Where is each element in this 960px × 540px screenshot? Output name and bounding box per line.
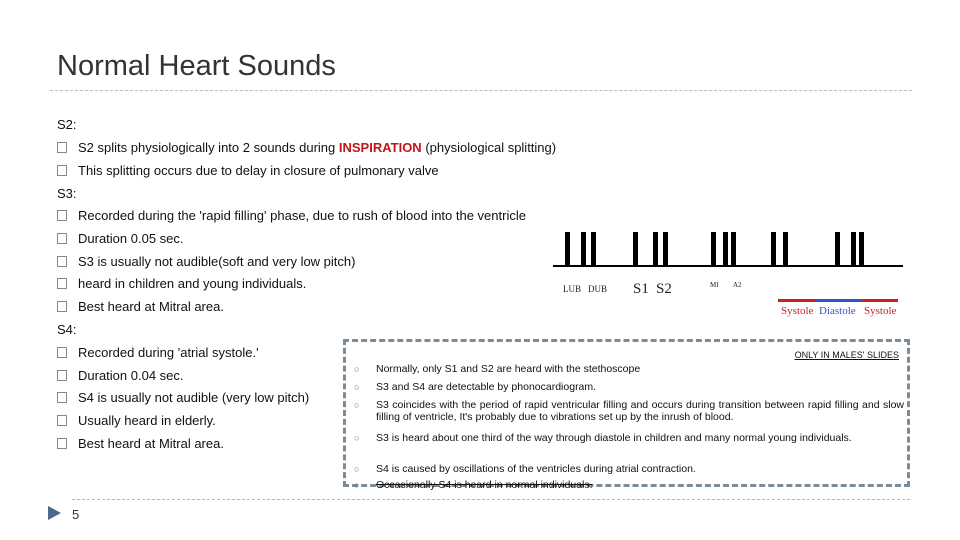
bullet-circle-icon: ○ (354, 464, 360, 474)
sound-bar (723, 232, 728, 267)
s4-bullet-text: Best heard at Mitral area. (78, 436, 224, 451)
bullet-box-icon (57, 392, 67, 403)
bullet-box-icon (57, 415, 67, 426)
s3-bullet (57, 276, 306, 291)
systole-bar (862, 299, 898, 302)
s4-bullet-text: S4 is usually not audible (very low pitch) (78, 390, 310, 405)
note-text: S3 and S4 are detectable by phonocardiogram. (376, 381, 597, 393)
bullet-box-icon (57, 165, 67, 176)
bullet-box-icon (57, 233, 67, 244)
note-item (354, 432, 904, 444)
sound-bar (633, 232, 638, 267)
s3-bullet-text: Duration 0.05 sec. (78, 231, 184, 246)
bullet-circle-icon: ○ (354, 480, 360, 490)
diastole-bar (816, 299, 862, 302)
page-number: 5 (72, 507, 80, 522)
bullet-box-icon (57, 278, 67, 289)
notes-box (343, 339, 910, 491)
sound-bar (783, 232, 788, 267)
s4-bullet (57, 413, 216, 428)
s3-bullet (57, 231, 184, 246)
phase-systole: Systole (781, 305, 814, 317)
s2-bullet-highlight: INSPIRATION (338, 140, 422, 155)
s4-heading: S4: (57, 322, 77, 337)
note-text: Normally, only S1 and S2 are heard with the stethoscope (376, 363, 641, 375)
s2-bullet-text: This splitting occurs due to delay in closure of pulmonary valve (78, 163, 439, 178)
s2-bullet (57, 163, 439, 178)
s4-bullet-text: Recorded during 'atrial systole.' (78, 345, 259, 360)
s2-bullet-text-post: (physiological splitting) (421, 140, 557, 155)
s4-bullet (57, 390, 309, 405)
s2-bullet (57, 140, 556, 155)
s3-bullet-text: Recorded during the 'rapid filling' phase, due to rush of blood into the ventricle (78, 208, 526, 223)
bullet-circle-icon: ○ (354, 433, 360, 443)
bullet-box-icon (57, 256, 67, 267)
s4-bullet (57, 345, 259, 360)
s2-heading: S2: (57, 117, 77, 132)
bullet-box-icon (57, 370, 67, 381)
note-text: S4 is caused by oscillations of the ventricles during atrial contraction. (376, 463, 696, 475)
phase-diastole: Diastole (819, 305, 856, 317)
sound-bar (731, 232, 736, 267)
s3-bullet (57, 299, 224, 314)
s2-bullet-text-pre: S2 splits physiologically into 2 sounds during (78, 140, 339, 155)
bullet-box-icon (57, 210, 67, 221)
s3-heading: S3: (57, 186, 77, 201)
heart-sound-diagram (553, 222, 903, 322)
sound-bar (653, 232, 658, 267)
label-s1: S1 (633, 281, 649, 297)
bullet-box-icon (57, 347, 67, 358)
sound-bar (859, 232, 864, 267)
note-text: S3 is heard about one third of the way through diastole in children and many normal young individuals. (376, 432, 852, 444)
label-dub: DUB (588, 284, 608, 294)
slide-title: Normal Heart Sounds (57, 50, 336, 82)
sound-bar (851, 232, 856, 267)
bullet-box-icon (57, 438, 67, 449)
bullet-circle-icon: ○ (354, 382, 360, 392)
systole-bar (778, 299, 816, 302)
footer-arrow-icon (48, 506, 61, 520)
note-text: Occasionally S4 is heard in normal individuals. (376, 479, 593, 491)
s3-bullet (57, 254, 355, 269)
bullet-box-icon (57, 301, 67, 312)
s3-bullet-text: S3 is usually not audible(soft and very low pitch) (78, 254, 356, 269)
s4-bullet-text: Duration 0.04 sec. (78, 368, 184, 383)
s4-bullet-text: Usually heard in elderly. (78, 413, 216, 428)
sound-bar (581, 232, 586, 267)
s4-bullet (57, 436, 224, 451)
bullet-box-icon (57, 142, 67, 153)
bullet-circle-icon: ○ (354, 400, 360, 410)
label-mi: MI (710, 281, 719, 289)
title-divider (50, 90, 912, 91)
notes-tag: ONLY IN MALES' SLIDES (794, 350, 899, 360)
label-a2: A2 (733, 281, 742, 289)
sound-bar (835, 232, 840, 267)
phase-systole: Systole (864, 305, 897, 317)
note-item (354, 381, 904, 393)
s3-bullet (57, 208, 526, 223)
sound-bar (663, 232, 668, 267)
baseline (553, 265, 903, 267)
sound-bar (591, 232, 596, 267)
footer-divider (72, 499, 910, 500)
label-s2: S2 (656, 281, 672, 297)
label-lub: LUB (563, 284, 581, 294)
s3-bullet-text: Best heard at Mitral area. (78, 299, 224, 314)
note-item (354, 363, 904, 375)
note-item (354, 399, 904, 423)
s4-bullet (57, 368, 184, 383)
note-item (354, 463, 904, 475)
note-text: S3 coincides with the period of rapid ventricular filling and occurs during transition between rapid filling and slow filling of ventricle, It's probably due to vibrations set up by the inrush of blood. (376, 399, 904, 423)
s3-bullet-text: heard in children and young individuals. (78, 276, 307, 291)
sound-bar (711, 232, 716, 267)
sound-bar (771, 232, 776, 267)
note-item (354, 479, 904, 491)
sound-bar (565, 232, 570, 267)
bullet-circle-icon: ○ (354, 364, 360, 374)
